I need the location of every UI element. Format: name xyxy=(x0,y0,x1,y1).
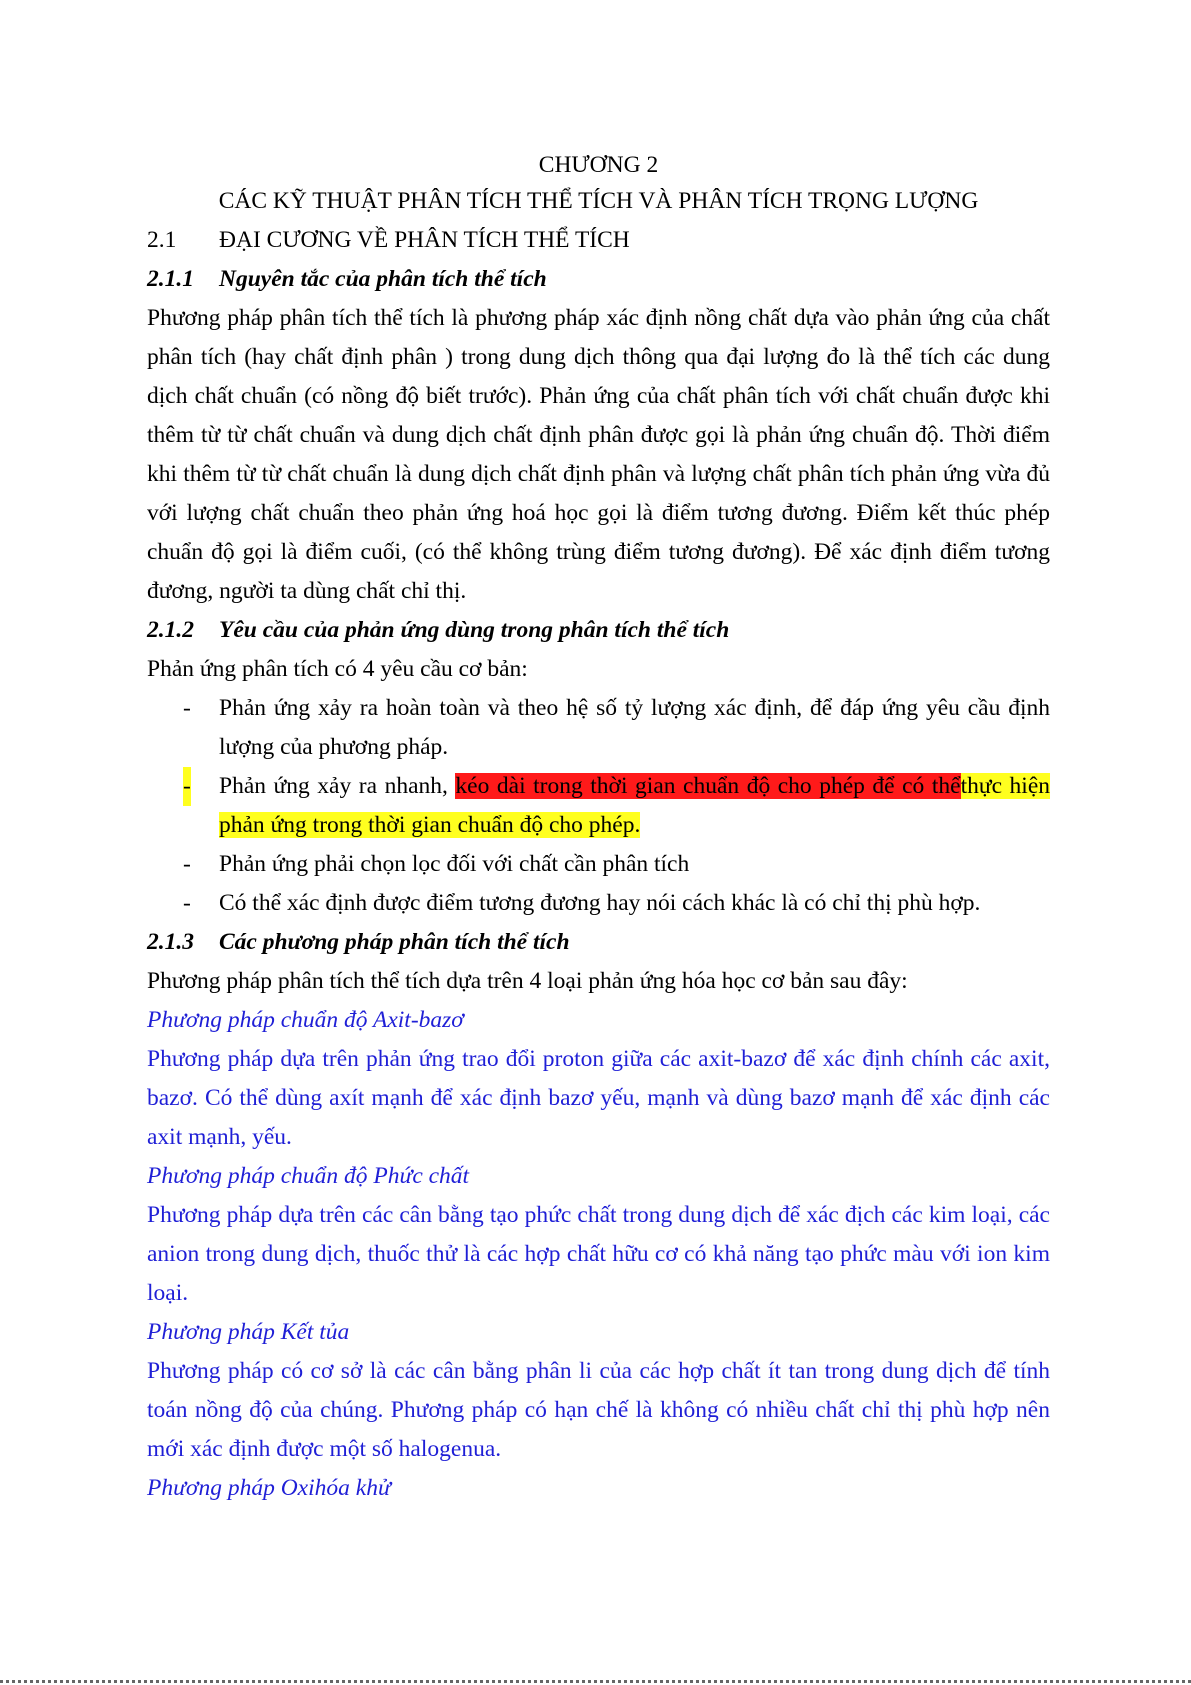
list-item xyxy=(147,689,1050,767)
requirements-list xyxy=(147,689,1050,923)
method-title-precipitation: Phương pháp Kết tủa xyxy=(147,1319,350,1345)
yellow-highlighted-text: thực hiện phản ứng trong thời gian chuẩn độ cho phép. xyxy=(219,773,1051,838)
section-heading xyxy=(147,221,1050,260)
list-item xyxy=(147,884,1050,923)
list-item-text: Phản ứng xảy ra hoàn toàn và theo hệ số tỷ lượng xác định, để đáp ứng yêu cầu định lượng của phương pháp. xyxy=(219,695,1050,760)
subsection-title-2: Yêu cầu của phản ứng dùng trong phân tích thể tích xyxy=(219,617,730,643)
subsection-title-3: Các phương pháp phân tích thể tích xyxy=(219,929,570,955)
page-content xyxy=(147,146,1050,1508)
list-item xyxy=(147,767,1050,845)
page-bottom-rule xyxy=(0,1680,1191,1683)
paragraph-principle: Phương pháp phân tích thể tích là phương pháp xác định nồng chất dựa vào phản ứng của chất phân tích (hay chất định phân ) trong dung dịch thông qua đại lượng đo là thể tích các dung dịch chất chuẩn (có nồng độ biết trước). Phản ứng của chất phân tích với chất chuẩn được khi thêm từ từ chất chuẩn và dung dịch chất định phân được gọi là phản ứng chuẩn độ. Thời điểm khi thêm từ từ chất chuẩn là dung dịch chất định phân và lượng chất phân tích phản ứng vừa đủ với lượng chất chuẩn theo phản ứng hoá học gọi là điểm tương đương. Điểm kết thúc phép chuẩn độ gọi là điểm cuối, (có thể không trùng điểm tương đương). Để xác định điểm tương đương, người ta dùng chất chỉ thị. xyxy=(147,305,1050,604)
subsection-title-1: Nguyên tắc của phân tích thể tích xyxy=(219,266,547,292)
subsection-heading-2 xyxy=(147,611,1050,650)
chapter-label: CHƯƠNG 2 xyxy=(538,152,659,178)
subsection-heading-3 xyxy=(147,923,1050,962)
section-number: 2.1 xyxy=(147,227,177,253)
requirements-intro: Phản ứng phân tích có 4 yêu cầu cơ bản: xyxy=(147,656,528,682)
method-title-acid-base: Phương pháp chuẩn độ Axit-bazơ xyxy=(147,1007,464,1033)
method-body-precipitation: Phương pháp có cơ sở là các cân bằng phân li của các hợp chất ít tan trong dung dịch để tính toán nồng độ của chúng. Phương pháp có hạn chế là không có nhiều chất chỉ thị phù hợp nên mới xác định được một số halogenua. xyxy=(147,1358,1050,1462)
list-item-text: Có thể xác định được điểm tương đương hay nói cách khác là có chỉ thị phù hợp. xyxy=(219,890,981,916)
method-title-redox: Phương pháp Oxihóa khử xyxy=(147,1475,391,1501)
list-item xyxy=(147,845,1050,884)
subsection-number-2: 2.1.2 xyxy=(147,617,194,643)
list-dash: - xyxy=(183,767,191,806)
list-dash: - xyxy=(183,695,191,721)
method-body-complex: Phương pháp dựa trên các cân bằng tạo phức chất trong dung dịch để xác địch các kim loại, các anion trong dung dịch, thuốc thử là các hợp chất hữu cơ có khả năng tạo phức màu với ion kim loại. xyxy=(147,1202,1050,1306)
list-item-text: Phản ứng phải chọn lọc đối với chất cần phân tích xyxy=(219,851,690,877)
methods-intro: Phương pháp phân tích thể tích dựa trên 4 loại phản ứng hóa học cơ bản sau đây: xyxy=(147,968,908,994)
list-item-text-plain: Phản ứng xảy ra nhanh, xyxy=(219,773,456,799)
red-highlighted-text: kéo dài trong thời gian chuẩn độ cho phép để có thể xyxy=(455,773,961,799)
method-title-complex: Phương pháp chuẩn độ Phức chất xyxy=(147,1163,470,1189)
section-title: ĐẠI CƯƠNG VỀ PHÂN TÍCH THỂ TÍCH xyxy=(219,227,630,253)
subsection-number-3: 2.1.3 xyxy=(147,929,194,955)
chapter-title: CÁC KỸ THUẬT PHÂN TÍCH THỂ TÍCH VÀ PHÂN TÍCH TRỌNG LƯỢNG xyxy=(218,188,979,214)
subsection-number-1: 2.1.1 xyxy=(147,266,194,292)
list-dash: - xyxy=(183,890,191,916)
method-body-acid-base: Phương pháp dựa trên phản ứng trao đổi proton giữa các axit-bazơ để xác định chính các axit, bazơ. Có thể dùng axít mạnh để xác định bazơ yếu, mạnh và dùng bazơ mạnh để xác định các axit mạnh, yếu. xyxy=(147,1046,1050,1150)
subsection-heading-1 xyxy=(147,260,1050,299)
list-dash: - xyxy=(183,851,191,877)
